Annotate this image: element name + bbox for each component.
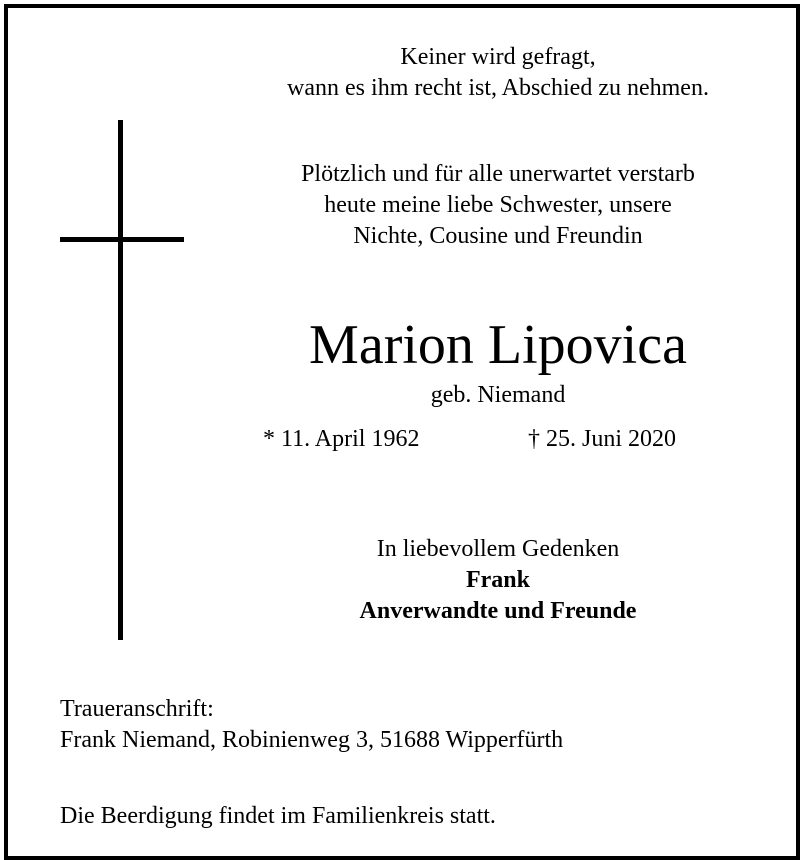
death-date: † 25. Juni 2020 — [528, 426, 677, 452]
intro-line-2: heute meine liebe Schwester, unsere — [324, 192, 672, 219]
motto-line-1: Keiner wird gefragt, — [400, 44, 596, 70]
address-label: Traueranschrift: — [60, 696, 214, 722]
funeral-note: Die Beerdigung findet im Familienkreis statt. — [60, 803, 496, 829]
intro-block — [188, 159, 800, 253]
birth-date: * 11. April 1962 — [263, 426, 420, 452]
memorial-line-1: In liebevollem Gedenken — [376, 536, 620, 562]
intro-line-3: Nichte, Cousine und Freundin — [353, 223, 643, 250]
intro-line-1: Plötzlich und für alle unerwartet verstarb — [301, 161, 695, 187]
memorial-line-3: Anverwandte und Freunde — [359, 598, 637, 625]
mourning-address-block — [60, 694, 563, 756]
motto-line-2: wann es ihm recht ist, Abschied zu nehmen. — [287, 75, 709, 102]
obituary-notice — [4, 4, 800, 860]
cross-icon-vertical-bar — [118, 120, 123, 640]
address-value: Frank Niemand, Robinienweg 3, 51688 Wipperfürth — [60, 727, 564, 754]
cross-icon-horizontal-bar — [60, 237, 184, 242]
motto-block — [188, 42, 800, 104]
memorial-line-2: Frank — [465, 567, 530, 594]
deceased-name: Marion Lipovica — [309, 314, 687, 376]
memorial-block — [188, 534, 800, 628]
maiden-name: geb. Niemand — [430, 382, 566, 408]
